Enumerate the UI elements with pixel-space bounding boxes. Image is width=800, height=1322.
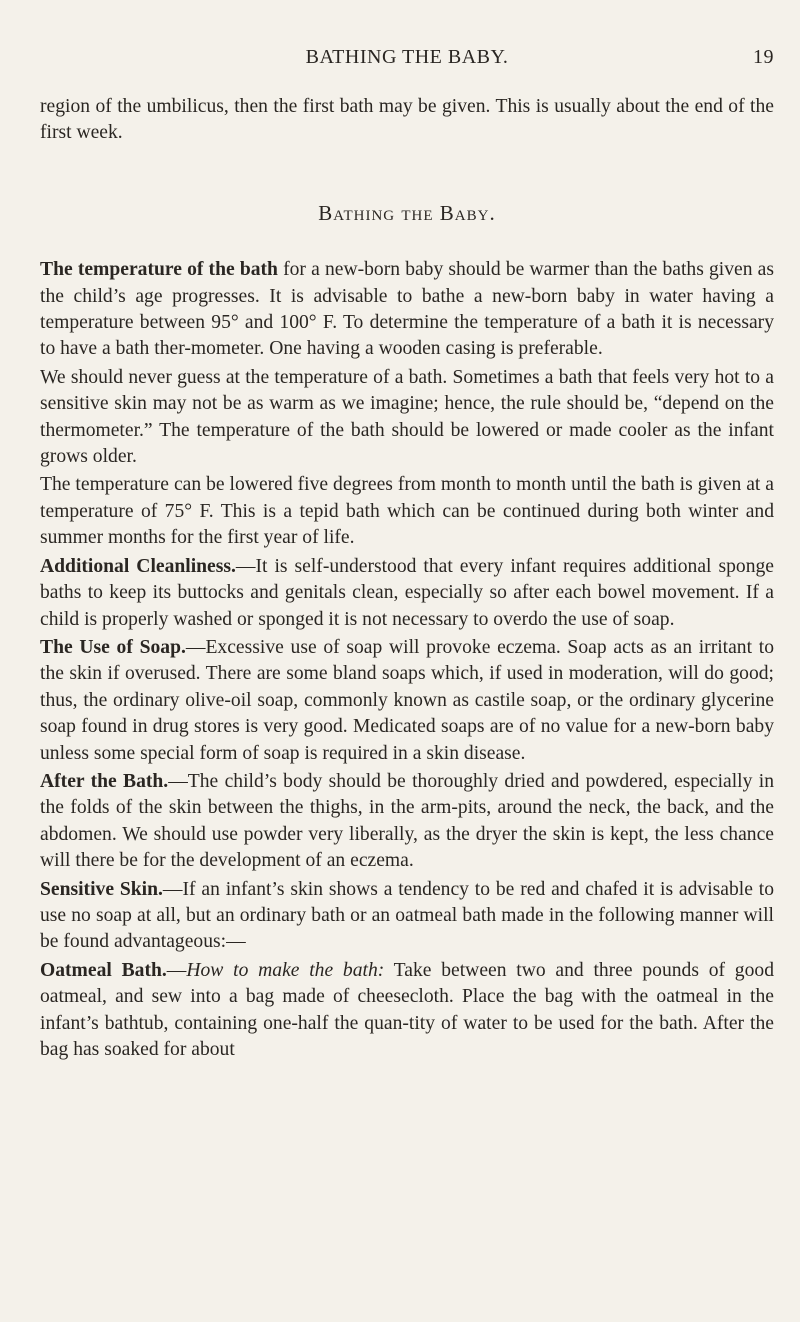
running-header [40,46,774,76]
oatmeal-bath-dash: — [166,959,187,981]
temperature-text: for a new-born baby should be warmer than the baths given as the child’s age progresses. It is advisable to bathe a new-born baby in water having a temperature between 95° and 100° F. To determine the temperature of a bath it is necessary to have a bath ther-mometer. One having a wooden casing is preferable. [40,259,774,360]
lowered-paragraph: The temperature can be lowered five degrees from month to month until the bath is given at a temperature of 75° F. This is a tepid bath which can be continued during both winter and summer months for the first year of life. [40,474,774,549]
sensitive-skin-text: —If an infant’s skin shows a tendency to be red and chafed it is advisable to use no soap at all, but an ordinary bath or an oatmeal bath made in the following manner will be found advantageous:— [40,878,774,953]
temperature-lead: The temperature of the bath [40,259,278,281]
cleanliness-paragraph [40,554,774,633]
page-number: 19 [753,46,774,68]
oatmeal-bath-lead: Oatmeal Bath. [40,959,167,981]
section-heading: Bathing the Baby. [318,200,496,225]
after-bath-text: —The child’s body should be thoroughly dried and powdered, especially in the folds of the skin between the thighs, in the arm-pits, around the neck, the back, and the abdomen. We should use powder very liberally, as the dryer the skin is kept, the less chance will there be for the development of an eczema. [40,770,774,872]
cleanliness-lead: Additional Cleanliness. [40,555,236,577]
sensitive-skin-lead: Sensitive Skin. [40,878,163,900]
oatmeal-bath-text: Take between two and three pounds of good oatmeal, and sew into a bag made of cheesecloth. Place the bag with the oatmeal in the infant’s bathtub, containing one-half the quan-tity of water to be used for the bath. After the bag has soaked for about [40,959,774,1060]
body-text [40,94,774,1063]
intro-paragraph: region of the umbilicus, then the first bath may be given. This is usually about the end of the first week. [40,96,774,144]
soap-text: —Excessive use of soap will provoke eczema. Soap acts as an irritant to the skin if overused. There are some bland soaps which, if used in moderation, will do good; thus, the ordinary olive-oil soap, commonly known as castile soap, or the ordinary glycerine soap found in drug stores is very good. Medicated soaps are of no value for a new-born baby unless some special form of soap is required in a skin disease. [40,636,774,764]
temperature-paragraph [40,257,774,363]
oatmeal-bath-paragraph [40,958,774,1064]
sensitive-skin-paragraph [40,877,774,956]
running-title: BATHING THE BABY. [305,46,509,68]
after-bath-lead: After the Bath. [40,770,169,792]
after-bath-paragraph [40,769,774,875]
soap-lead: The Use of Soap. [40,636,186,658]
guess-paragraph: We should never guess at the temperature of a bath. Sometimes a bath that feels very hot to a sensitive skin may not be as warm as we imagine; hence, the rule should be, “depend on the thermometer.” The temperature of the bath should be lowered or made cooler as the infant grows older. [40,366,774,468]
oatmeal-bath-italic: How to make the bath: [186,959,385,981]
cleanliness-text: —It is self-understood that every infant requires additional sponge baths to keep its buttocks and genitals clean, especially so after each bowel movement. If a child is properly washed or sponged it is not necessary to overdo the use of soap. [40,555,774,630]
soap-paragraph [40,635,774,767]
